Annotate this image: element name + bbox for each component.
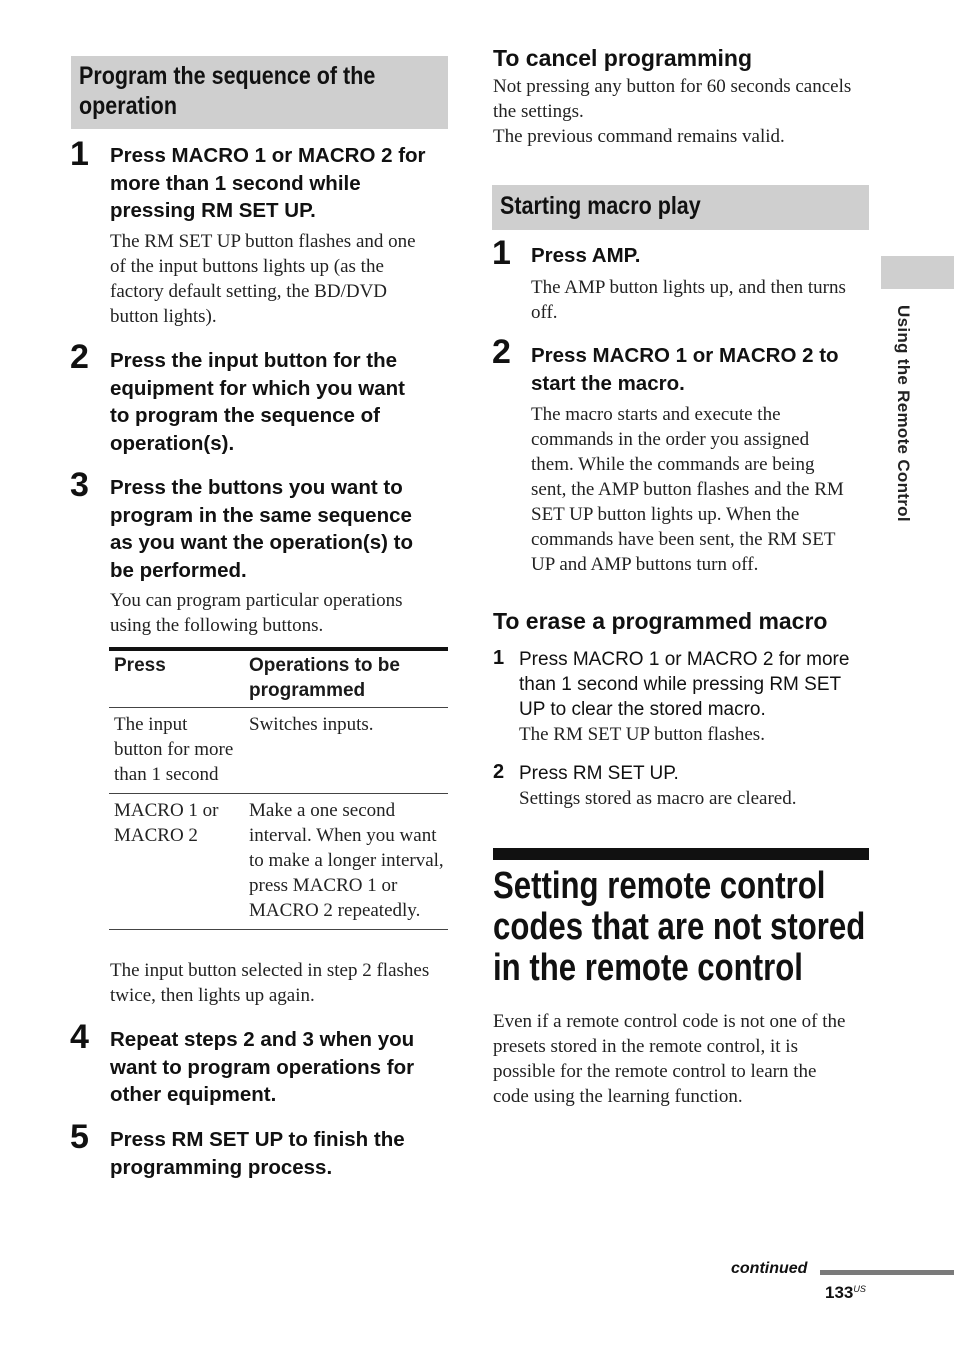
chapter-title-line: codes that are not stored: [493, 906, 866, 948]
erase-step-note: The RM SET UP button flashes.: [519, 724, 765, 745]
body-line: commands in the order you assigned: [531, 429, 810, 450]
continued-bar: [820, 1270, 954, 1275]
side-label: Using the Remote Control: [894, 305, 913, 522]
after-table-note: [110, 958, 429, 1008]
step-heading-line: want to program operations for: [110, 1055, 415, 1079]
erase-step-note: Settings stored as macro are cleared.: [519, 788, 797, 809]
step-heading-line: programming process.: [110, 1155, 333, 1179]
step-heading-line: Repeat steps 2 and 3 when you: [110, 1028, 415, 1051]
step-number: 3: [70, 466, 89, 504]
step-number: 4: [70, 1018, 89, 1056]
step-heading-line: Press AMP.: [531, 244, 641, 267]
body-line: factory default setting, the BD/DVD: [110, 281, 388, 302]
body-line: of the input buttons lights up (as the: [110, 256, 384, 277]
step-body: [531, 402, 844, 577]
erase-line: UP to clear the stored macro.: [519, 699, 766, 720]
step-heading-line: Press the buttons you want to: [110, 476, 403, 499]
body-line: You can program particular operations: [110, 590, 403, 611]
body-line: Even if a remote control code is not one of the: [493, 1011, 846, 1032]
cancel-programming-title: To cancel programming: [493, 45, 753, 71]
erase-step-number: 1: [493, 647, 505, 669]
step-heading-line: operation(s).: [110, 431, 235, 455]
step-heading-line: be performed.: [110, 558, 247, 582]
step-number: 5: [70, 1118, 89, 1156]
step-heading-line: Press RM SET UP to finish the: [110, 1128, 405, 1151]
erase-step-number: 2: [493, 761, 505, 783]
body-line: The RM SET UP button flashes and one: [110, 231, 416, 252]
step-heading-line: Press MACRO 1 or MACRO 2 to: [531, 344, 839, 367]
table-header-press: Press: [109, 649, 244, 708]
table-cell-operation: Switches inputs.: [244, 708, 448, 794]
table-header-operations: Operations to be programmed: [244, 649, 448, 708]
table-cell-press: The input button for more than 1 second: [109, 708, 244, 794]
body-line: presets stored in the remote control, it is: [493, 1036, 798, 1057]
body-line: The AMP button lights up, and then turns: [531, 277, 846, 298]
chapter-title-line: Setting remote control: [493, 865, 826, 907]
section-rule: [493, 848, 869, 860]
step-heading-line: as you want the operation(s) to: [110, 531, 413, 554]
body-line: The macro starts and execute the: [531, 404, 781, 425]
table-cell-press: MACRO 1 or MACRO 2: [109, 794, 244, 930]
step-body: [110, 588, 403, 638]
table-row: [109, 794, 448, 930]
step-heading-line: equipment for which you want: [110, 376, 405, 400]
body-line: The input button selected in step 2 flashes: [110, 960, 430, 981]
cancel-programming-body: [493, 74, 851, 149]
step-heading-line: Press MACRO 1 or MACRO 2 for: [110, 144, 426, 167]
step-number: 1: [492, 234, 511, 272]
erase-step-text: [519, 761, 679, 786]
step-heading: [110, 474, 413, 584]
step-body: [531, 275, 846, 325]
step-heading-line: program in the same sequence: [110, 503, 412, 527]
body-line: SET UP button lights up. When the: [531, 504, 800, 525]
chapter-title-line: in the remote control: [493, 947, 803, 989]
body-line: them. While the commands are being: [531, 454, 815, 475]
body-line: Not pressing any button for 60 seconds cancels: [493, 76, 852, 97]
step-heading-line: to program the sequence of: [110, 404, 380, 427]
continued-label: continued: [731, 1260, 808, 1277]
erase-line: Press RM SET UP.: [519, 763, 679, 784]
page-number-value: 133: [825, 1283, 854, 1302]
step-heading: [110, 1126, 405, 1181]
body-line: The previous command remains valid.: [493, 126, 785, 147]
body-line: twice, then lights up again.: [110, 985, 315, 1006]
erase-line: than 1 second while pressing RM SET: [519, 674, 842, 695]
step-heading: [110, 347, 405, 457]
erase-step-text: [519, 647, 849, 722]
table-header-row: [109, 649, 448, 708]
step-heading: [531, 342, 839, 397]
chapter-title: [493, 866, 947, 989]
step-heading: [110, 1026, 414, 1109]
table-row: [109, 708, 448, 794]
chapter-intro: [493, 1009, 845, 1109]
section-header-starting-macro: [492, 185, 869, 230]
step-heading-line: pressing RM SET UP.: [110, 199, 316, 222]
body-line: the settings.: [493, 101, 584, 122]
step-heading-line: Press the input button for the: [110, 349, 397, 372]
step-number: 2: [70, 338, 89, 376]
step-number: 1: [70, 135, 89, 173]
section-title-line2: operation: [79, 92, 177, 120]
body-line: sent, the AMP button flashes and the RM: [531, 479, 844, 500]
body-line: off.: [531, 302, 558, 323]
step-number: 2: [492, 333, 511, 371]
table-cell-operation: Make a one second interval. When you want to make a longer interval, press MACRO 1 or MACRO 2 repeatedly.: [244, 794, 448, 930]
section-title-line1: Program the sequence of the: [79, 62, 376, 90]
section-title: Starting macro play: [500, 192, 701, 220]
step-heading-line: start the macro.: [531, 371, 685, 395]
body-line: commands have been sent, the RM SET: [531, 529, 836, 550]
body-line: button lights).: [110, 306, 217, 327]
operations-table: [109, 647, 448, 930]
step-heading-line: more than 1 second while: [110, 171, 361, 195]
body-line: using the following buttons.: [110, 615, 324, 636]
step-heading: [531, 242, 640, 270]
section-header-program-sequence: [71, 56, 448, 129]
erase-line: Press MACRO 1 or MACRO 2 for more: [519, 649, 850, 670]
body-line: possible for the remote control to learn the: [493, 1061, 817, 1082]
step-heading: [110, 142, 426, 225]
operations-table-wrap: [109, 647, 448, 930]
step-heading-line: other equipment.: [110, 1083, 277, 1106]
step-body: [110, 229, 416, 329]
page-number: [825, 1283, 866, 1303]
body-line: code using the learning function.: [493, 1086, 743, 1107]
page-number-suffix: US: [853, 1284, 866, 1294]
body-line: UP and AMP buttons turn off.: [531, 554, 759, 575]
erase-macro-title: To erase a programmed macro: [493, 608, 828, 634]
side-tab: [881, 256, 954, 289]
